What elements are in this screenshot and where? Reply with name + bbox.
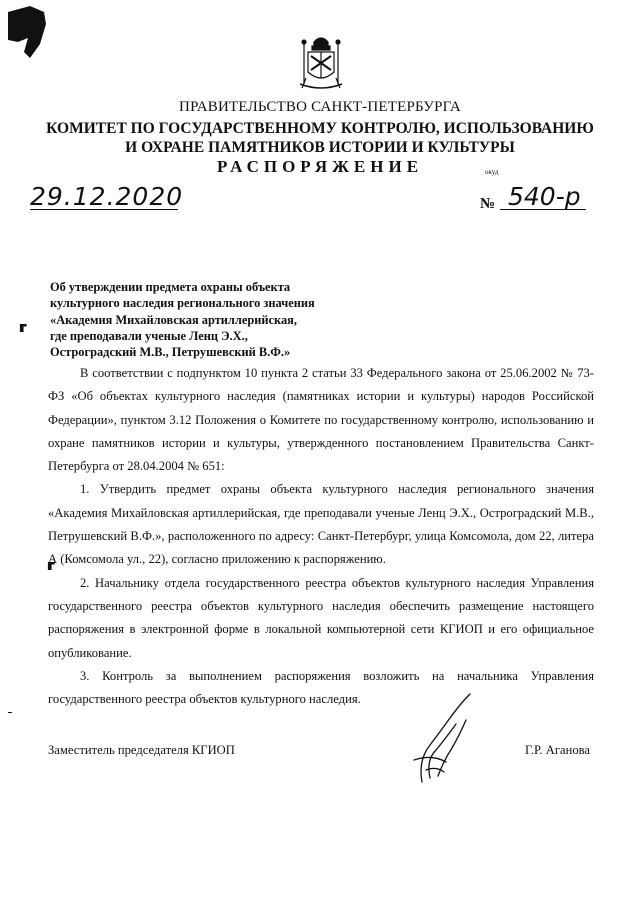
subject-line: культурного наследия регионального значения xyxy=(50,296,315,311)
handwritten-signature xyxy=(392,690,492,790)
preamble-paragraph: В соответствии с подпунктом 10 пункта 2 статьи 33 Федерального закона от 25.06.2002 № 73-ФЗ «Об объектах культурного наследия (памятниках истории и культуры) народов Российской Федерации», пунктом 3.12 Положения о Комитете по государственному контролю, использованию и охране памятников истории и культуры, утвержденного постановлением Правительства Санкт-Петербурга от 28.04.2004 № 651: xyxy=(48,366,594,474)
signer-name: Г.Р. Аганова xyxy=(525,743,590,757)
subject-line: «Академия Михайловская артиллерийская, xyxy=(50,312,297,327)
order-subject xyxy=(50,279,315,360)
date-underline xyxy=(30,209,178,210)
committee-name-line1: КОМИТЕТ ПО ГОСУДАРСТВЕННОМУ КОНТРОЛЮ, ИСПОЛЬЗОВАНИЮ xyxy=(46,120,594,137)
signer-role: Заместитель председателя КГИОП xyxy=(48,743,235,757)
committee-name-line2: И ОХРАНЕ ПАМЯТНИКОВ ИСТОРИИ И КУЛЬТУРЫ xyxy=(125,139,515,156)
margin-tick xyxy=(8,712,12,713)
number-underline xyxy=(500,209,586,210)
committee-name xyxy=(0,119,640,157)
order-body xyxy=(48,362,594,711)
subject-line: Остроградский М.В., Петрушевский В.Ф.» xyxy=(50,345,291,360)
document-type-title: РАСПОРЯЖЕНИЕ xyxy=(216,157,424,176)
clause-paragraph: 2. Начальнику отдела государственного реестра объектов культурного наследия Управления государственного реестра объектов культурного наследия обеспечить размещение настоящего распоряжения в электронной форме в локальной компьютерной сети КГИОП и его официальное опубликование. xyxy=(48,575,594,660)
coat-of-arms-emblem xyxy=(296,34,346,92)
government-name: ПРАВИТЕЛЬСТВО САНКТ-ПЕТЕРБУРГА xyxy=(179,99,461,115)
number-sign: № xyxy=(480,196,496,212)
subject-line: где преподавали ученые Ленц Э.Х., xyxy=(50,328,248,343)
margin-bracket-mark: ⸢ xyxy=(46,560,57,585)
okud-label: окуд xyxy=(485,168,499,176)
clause-paragraph: 1. Утвердить предмет охраны объекта культурного наследия регионального значения «Академия Михайловская артиллерийская, где преподавали ученые Ленц Э.Х., Остроградский М.В., Петрушевский В.Ф.», расположенного по адресу: Санкт-Петербург, улица Комсомола, дом 22, литера А (Комсомола ул., 22), согласно приложению к распоряжению. xyxy=(48,482,594,567)
order-number: 540-р xyxy=(508,182,581,211)
order-date: 29.12.2020 xyxy=(30,182,184,211)
clause-paragraph: 3. Контроль за выполнением распоряжения возложить на начальника Управления государственного реестра объектов культурного наследия. xyxy=(48,668,594,707)
margin-bracket-mark: ⸢ xyxy=(18,322,29,347)
corner-mark xyxy=(0,0,60,70)
subject-line: Об утверждении предмета охраны объекта xyxy=(50,280,291,294)
